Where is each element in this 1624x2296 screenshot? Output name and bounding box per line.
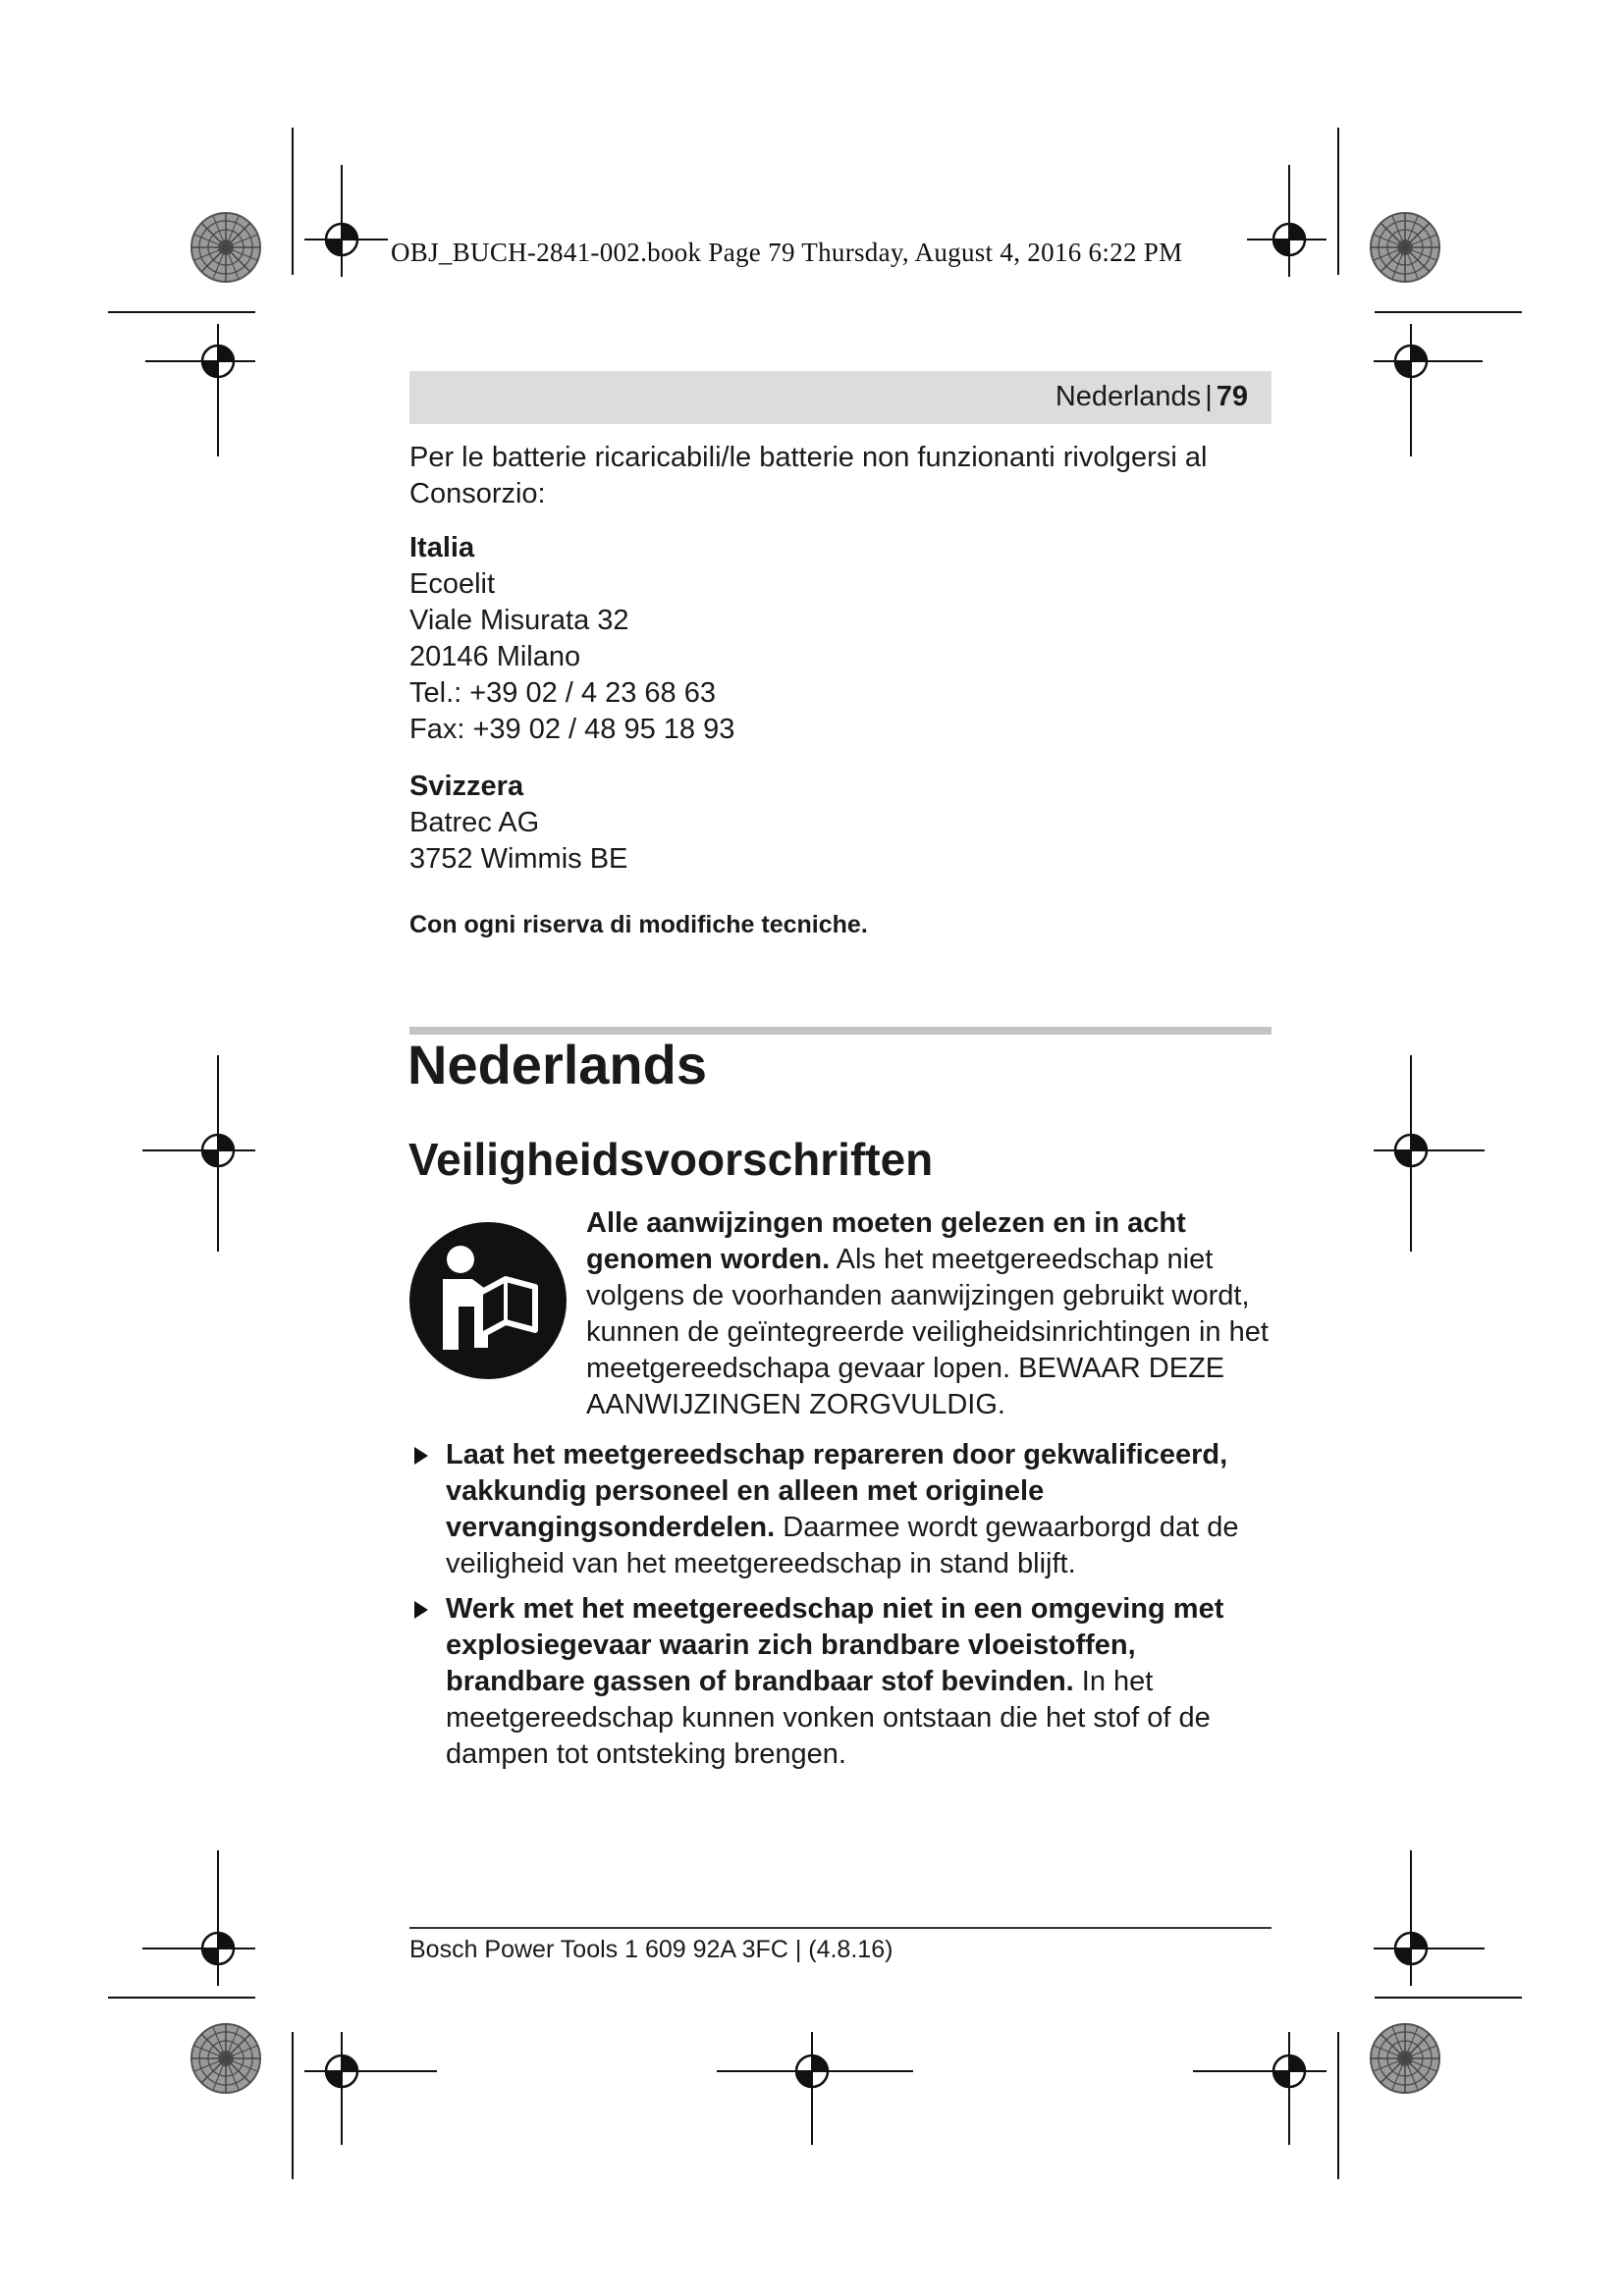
running-header <box>409 371 1272 424</box>
footer-rule <box>409 1927 1272 1929</box>
slug-line: OBJ_BUCH-2841-002.book Page 79 Thursday, August 4, 2016 6:22 PM <box>391 238 1183 267</box>
address-line: Fax: +39 02 / 48 95 18 93 <box>409 714 735 745</box>
section-subtitle: Veiligheidsvoorschriften <box>408 1134 934 1185</box>
svizzera-address-block <box>409 769 1273 878</box>
warning-bold-text: Alle aanwijzingen moeten gelezen en in acht genomen worden. <box>586 1207 1186 1275</box>
intro-text: Per le batterie ricaricabili/le batterie non funzionanti rivolgersi al Consorzio: <box>409 442 1208 509</box>
address-line: 3752 Wimmis BE <box>409 843 628 875</box>
page-number: 79 <box>1216 381 1248 412</box>
svizzera-heading: Svizzera <box>409 771 524 802</box>
header-language: Nederlands <box>1055 381 1202 412</box>
bullet-bold-text: Werk met het meetgereedschap niet in een omgeving met explosiegevaar waarin zich brandbare vloeistoffen, brandbare gassen of brandbaar stof bevinden. <box>446 1593 1224 1697</box>
bullet-triangle-icon <box>414 1601 428 1619</box>
bullet-bold-text: Laat het meetgereedschap repareren door gekwalificeerd, vakkundig personeel en alleen met originele vervangingsonderdelen. <box>446 1439 1228 1543</box>
italian-intro-block <box>409 440 1273 512</box>
address-line: 20146 Milano <box>409 641 581 672</box>
reservation-note: Con ogni riserva di modifiche tecniche. <box>409 911 868 938</box>
section-title: Nederlands <box>407 1034 707 1095</box>
color-wheel-icon <box>1371 2024 1439 2093</box>
address-line: Viale Misurata 32 <box>409 605 629 636</box>
address-line: Tel.: +39 02 / 4 23 68 63 <box>409 677 716 709</box>
color-wheel-icon <box>1371 213 1439 282</box>
italia-address-block <box>409 530 1273 748</box>
header-separator: | <box>1205 381 1213 412</box>
italia-heading: Italia <box>409 532 475 563</box>
address-line: Batrec AG <box>409 807 540 838</box>
reservation-note-block <box>409 907 1273 943</box>
color-wheel-icon <box>191 213 260 282</box>
bullet-body-text: In het meetgereedschap kunnen vonken ontstaan die het stof of de dampen tot ontsteking brengen. <box>446 1666 1211 1770</box>
color-wheel-icon <box>191 2024 260 2093</box>
bullet-triangle-icon <box>414 1447 428 1465</box>
bullet-body-text: Daarmee wordt gewaarborgd dat de veiligheid van het meetgereedschap in stand blijft. <box>446 1512 1239 1579</box>
warning-body-text: Als het meetgereedschap niet volgens de voorhanden aanwijzingen gebruikt wordt, kunnen de geïntegreerde veiligheidsinrichtingen in het meetgereedschapa gevaar lopen. BEWAAR DEZE AANWIJZINGEN ZORGVULDIG. <box>586 1244 1269 1420</box>
address-line: Ecoelit <box>409 568 496 600</box>
read-manual-icon <box>409 1222 567 1379</box>
warning-paragraph <box>586 1205 1273 1423</box>
footer-text: Bosch Power Tools 1 609 92A 3FC | (4.8.16) <box>409 1936 893 1963</box>
